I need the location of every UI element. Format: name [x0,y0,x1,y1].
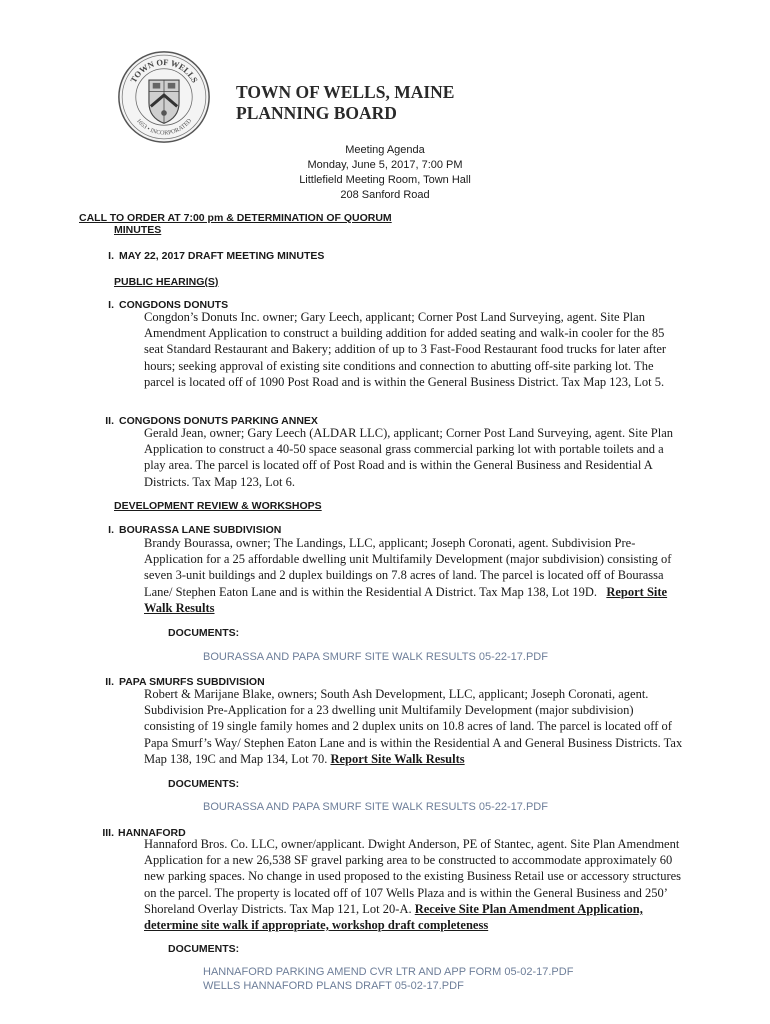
minutes-heading: MINUTES [114,224,162,236]
dev-item-3-documents-label: DOCUMENTS: [168,943,240,955]
document-link[interactable]: HANNAFORD PARKING AMEND CVR LTR AND APP FORM 05-02-17.PDF [203,966,574,978]
report-site-walk-link[interactable]: Report Site Walk Results [144,584,668,615]
meeting-date: Monday, June 5, 2017, 7:00 PM [307,159,463,171]
minutes-item-1 [99,249,324,263]
item-title: BOURASSA LANE SUBDIVISION [119,524,282,536]
hearing-item-1-text: Congdon’s Donuts Inc. owner; Gary Leech, applicant; Corner Post Land Surveying, agent. Site Plan Amendment Application to construct a building addition for added seating and walk-in cooler for the 85 seat Standard Restaurant and Bakery; addition of up to 3 Fast-Food Restaurant food trucks for later after hours; seeking approval of existing site conditions and connection to abutting off-site parking lot. The parcel is located off of 1090 Post Road and is within the General Business District. Tax Map 123, Lot 5. [144,310,667,389]
meeting-address: 208 Sanford Road [340,189,430,201]
org-header [236,82,454,124]
item-description: Robert & Marijane Blake, owners; South Ash Development, LLC, applicant; Joseph Coronati, agent. Subdivision Pre-Application for a 23 dwelling unit Multifamily Development (major subdivision) consisting of 19 single family homes and 2 duplex units on 10.8 acres of land. The parcel is located off of Papa Smurf’s Way/ Stephen Eaton Lane and is within the Residential A and General Business Districts. Tax Map 138, 19C and Map 134, Lot 70. [144,687,683,766]
item-number: III. [102,827,114,839]
item-number: II. [105,415,114,427]
item-title: CONGDONS DONUTS PARKING ANNEX [119,415,318,427]
dev-item-2-text [144,686,684,767]
item-description: Hannaford Bros. Co. LLC, owner/applicant. Dwight Anderson, PE of Stantec, agent. Site Plan Amendment Application for a new 26,538 SF gravel parking area to be constructed to accommodate approximately 60 new parking spaces. No change in used proposed to the existing Business Retail use or accessory structures on the parcel. The property is located off of 107 Wells Plaza and is within the General Business and 250’ Shoreland Overlay Districts. Tax Map 121, Lot 20-A. [144,837,682,916]
item-number: I. [108,250,114,262]
receive-site-plan-link[interactable]: Receive Site Plan Amendment Application, determine site walk if appropriate, workshop draft completeness [144,901,643,933]
meeting-info [0,143,770,203]
seal-top-text: TOWN OF WELLS [128,56,200,85]
dev-item-1-documents-label: DOCUMENTS: [168,627,240,639]
item-title: CONGDONS DONUTS [119,299,229,311]
item-title: HANNAFORD [118,827,186,839]
hearing-item-2-text: Gerald Jean, owner; Gary Leech (ALDAR LLC), applicant; Corner Post Land Surveying, agent. Site Plan Application to construct a 40-50 space seasonal grass commercial parking lot with portable toilets and a play area. The parcel is located off of Post Road and is within the General Business and Residential A Districts. Tax Map 123, Lot 6. [144,426,674,489]
town-seal [117,50,211,144]
item-description: Brandy Bourassa, owner; The Landings, LLC, applicant; Joseph Coronati, agent. Subdivision Pre-Application for a 25 affordable dwelling unit Multifamily Development (major subdivision) consisting of seven 3-unit buildings and 2 duplex buildings on 7.8 acres of land. The parcel is located off of Bourassa Lane/ Stephen Eaton Lane and is within the Residential A District. Tax Map 138, Lot 19D. [144,536,672,599]
meeting-room: Littlefield Meeting Room, Town Hall [299,174,471,186]
document-link[interactable]: BOURASSA AND PAPA SMURF SITE WALK RESULTS 05-22-17.PDF [203,801,548,813]
meeting-title: Meeting Agenda [345,144,425,156]
document-link[interactable]: BOURASSA AND PAPA SMURF SITE WALK RESULTS 05-22-17.PDF [203,651,548,663]
seal-bottom-text: 1653 • INCORPORATED [134,118,194,137]
public-hearings-heading: PUBLIC HEARING(S) [114,276,219,288]
item-number: II. [105,676,114,688]
org-board: PLANNING BOARD [236,103,397,123]
item-title: PAPA SMURFS SUBDIVISION [119,676,265,688]
dev-item-2-documents-label: DOCUMENTS: [168,778,240,790]
report-site-walk-link[interactable]: Report Site Walk Results [330,751,465,766]
item-number: I. [108,524,114,536]
item-title: MAY 22, 2017 DRAFT MEETING MINUTES [119,250,325,262]
org-town: TOWN OF WELLS, MAINE [236,82,455,102]
item-number: I. [108,299,114,311]
call-to-order-heading: CALL TO ORDER AT 7:00 pm & DETERMINATION OF QUORUM [79,212,392,224]
dev-item-1-text [144,535,684,616]
document-link[interactable]: WELLS HANNAFORD PLANS DRAFT 05-02-17.PDF [203,980,464,992]
dev-item-3-text [144,836,684,933]
development-heading: DEVELOPMENT REVIEW & WORKSHOPS [114,500,322,512]
